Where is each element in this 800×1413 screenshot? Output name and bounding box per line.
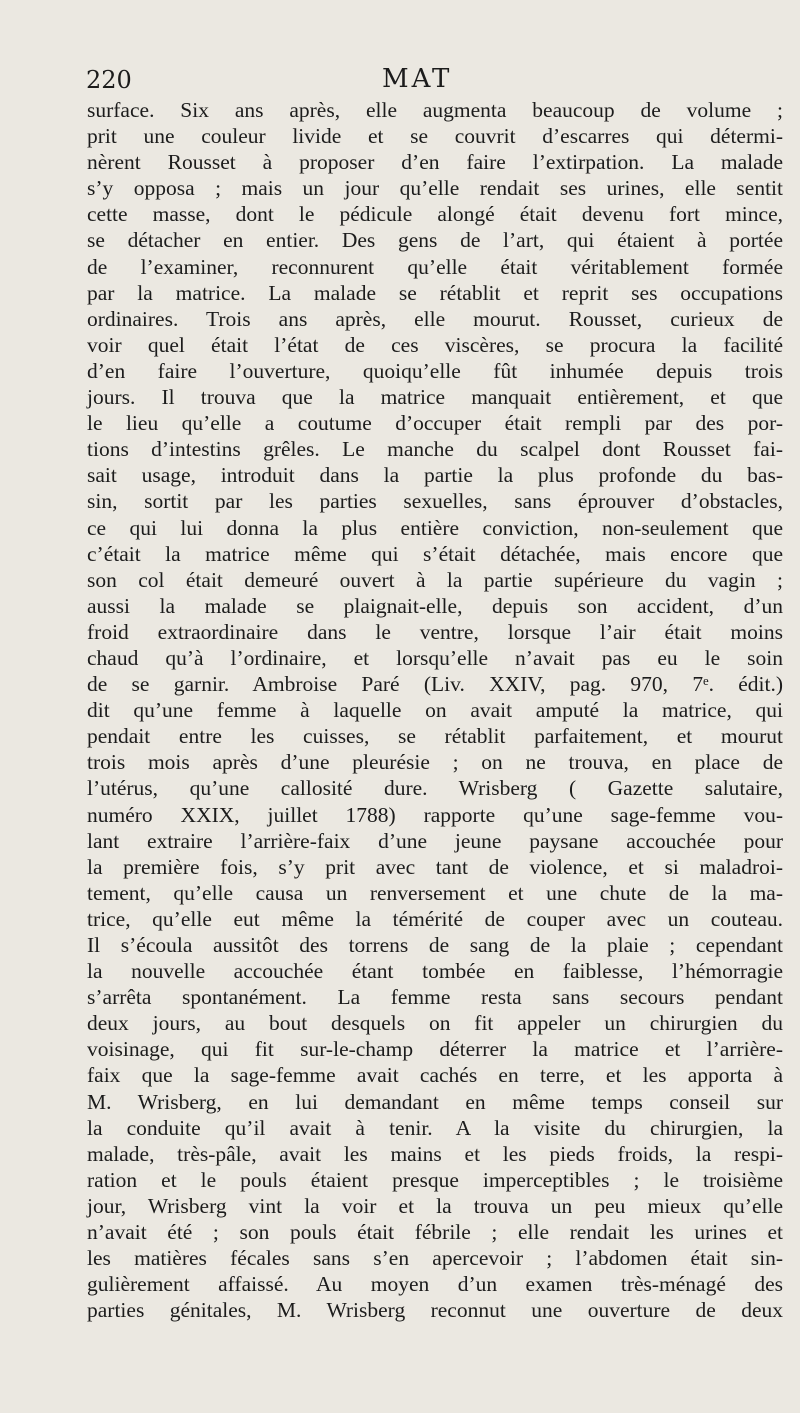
- text-line: lant extraire l’arrière-faix d’une jeune paysane accouchée pour: [87, 828, 783, 853]
- text-line: ration et le pouls étaient presque imperceptibles ; le troisième: [87, 1167, 783, 1192]
- text-line: de l’examiner, reconnurent qu’elle était véritablement formée: [87, 254, 783, 279]
- text-line: n’avait été ; son pouls était fébrile ; elle rendait les urines et: [87, 1220, 783, 1245]
- text-line: d’en faire l’ouverture, quoiqu’elle fût inhumée depuis trois: [87, 358, 783, 383]
- text-line: froid extraordinaire dans le ventre, lorsque l’air était moins: [87, 619, 783, 644]
- text-line: tions d’intestins grêles. Le manche du scalpel dont Rousset fai-: [87, 437, 783, 462]
- text-line: s’y opposa ; mais un jour qu’elle rendait ses urines, elle sentit: [87, 176, 783, 201]
- text-line: c’était la matrice même qui s’était détachée, mais encore que: [87, 541, 783, 566]
- text-line: les matières fécales sans s’en apercevoir ; l’abdomen était sin-: [87, 1246, 783, 1271]
- text-line: gulièrement affaissé. Au moyen d’un examen très-ménagé des: [87, 1272, 783, 1297]
- text-line: aussi la malade se plaignait-elle, depuis son accident, d’un: [87, 593, 783, 618]
- text-line: la conduite qu’il avait à tenir. A la visite du chirurgien, la: [87, 1115, 783, 1140]
- text-line: malade, très-pâle, avait les mains et les pieds froids, la respi-: [87, 1141, 783, 1166]
- text-line: tement, qu’elle causa un renversement et une chute de la ma-: [87, 880, 783, 905]
- text-line: Il s’écoula aussitôt des torrens de sang de la plaie ; cependant: [87, 933, 783, 957]
- page-number: 220: [86, 66, 132, 94]
- text-line: cette masse, dont le pédicule alongé était devenu fort mince,: [87, 202, 783, 227]
- text-line: sin, sortit par les parties sexuelles, sans éprouver d’obstacles,: [87, 489, 783, 514]
- text-line: voisinage, qui fit sur-le-champ déterrer la matrice et l’arrière-: [87, 1037, 783, 1062]
- text-line: par la matrice. La malade se rétablit et reprit ses occupations: [87, 280, 783, 305]
- text-line: de se garnir. Ambroise Paré (Liv. XXIV, pag. 970, 7ᵉ. édit.): [87, 672, 783, 697]
- text-line: faix que la sage-femme avait cachés en terre, et les apporta à: [87, 1063, 783, 1088]
- text-line: pendait entre les cuisses, se rétablit parfaitement, et mourut: [87, 724, 783, 749]
- text-line: la nouvelle accouchée étant tombée en faiblesse, l’hémorragie: [87, 959, 783, 984]
- text-line: ordinaires. Trois ans après, elle mourut. Rousset, curieux de: [87, 306, 783, 331]
- text-line: son col était demeuré ouvert à la partie supérieure du vagin ;: [87, 567, 783, 592]
- text-line: chaud qu’à l’ordinaire, et lorsqu’elle n’avait pas eu le soin: [87, 645, 783, 670]
- text-line: dit qu’une femme à laquelle on avait amputé la matrice, qui: [87, 698, 783, 723]
- text-line: numéro XXIX, juillet 1788) rapporte qu’une sage-femme vou-: [87, 802, 783, 827]
- text-line: jours. Il trouva que la matrice manquait entièrement, et que: [87, 385, 783, 410]
- text-line: jour, Wrisberg vint la voir et la trouva un peu mieux qu’elle: [87, 1193, 783, 1218]
- page-header: [86, 64, 786, 94]
- running-head: MAT: [382, 64, 453, 94]
- text-line: prit une couleur livide et se couvrit d’escarres qui détermi-: [87, 124, 783, 149]
- text-line: surface. Six ans après, elle augmenta beaucoup de volume ;: [87, 98, 783, 122]
- text-line: trice, qu’elle eut même la témérité de couper avec un couteau.: [87, 906, 783, 931]
- text-line: parties génitales, M. Wrisberg reconnut une ouverture de deux: [87, 1298, 783, 1323]
- text-line: nèrent Rousset à proposer d’en faire l’extirpation. La malade: [87, 150, 783, 175]
- text-line: l’utérus, qu’une callosité dure. Wrisberg ( Gazette salutaire,: [87, 776, 783, 801]
- text-line: deux jours, au bout desquels on fit appeler un chirurgien du: [87, 1011, 783, 1036]
- text-line: ce qui lui donna la plus entière conviction, non-seulement que: [87, 515, 783, 540]
- body-text: [87, 97, 783, 1323]
- text-line: s’arrêta spontanément. La femme resta sans secours pendant: [87, 985, 783, 1010]
- text-line: M. Wrisberg, en lui demandant en même temps conseil sur: [87, 1089, 783, 1114]
- text-line: voir quel était l’état de ces viscères, se procura la facilité: [87, 332, 783, 357]
- text-line: se détacher en entier. Des gens de l’art, qui étaient à portée: [87, 228, 783, 253]
- text-line: trois mois après d’une pleurésie ; on ne trouva, en place de: [87, 750, 783, 775]
- text-line: sait usage, introduit dans la partie la plus profonde du bas-: [87, 463, 783, 488]
- text-line: le lieu qu’elle a coutume d’occuper était rempli par des por-: [87, 411, 783, 436]
- text-line: la première fois, s’y prit avec tant de violence, et si maladroi-: [87, 854, 783, 879]
